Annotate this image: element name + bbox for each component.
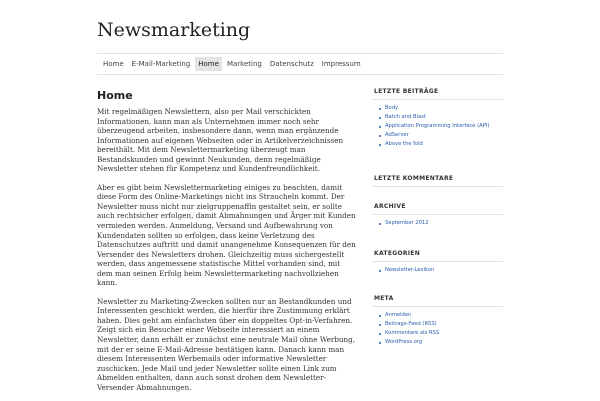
recent-post-link[interactable]: Batch and Blast [372,113,503,122]
nav-item-home[interactable]: Home [103,60,124,68]
widget-recent-comments [372,172,503,187]
meta-list [372,307,503,353]
recent-post-link[interactable]: Body [372,104,503,113]
recent-post-link[interactable]: Application Programming Interface (API) [372,122,503,131]
archive-list [372,215,503,234]
category-link[interactable]: Newsletter-Lexikon [372,266,503,275]
main-navigation [97,53,503,75]
meta-login-link[interactable]: Anmelden [372,311,503,320]
meta-posts-feed-link[interactable]: Beitrags-Feed (RSS) [372,320,503,329]
nav-item-marketing[interactable]: Marketing [226,60,262,68]
main-content [97,89,356,401]
page-title: Home [97,89,133,102]
widget-title: KATEGORIEN [372,247,503,262]
meta-comments-feed-link[interactable]: Kommentare als RSS [372,329,503,338]
nav-item-datenschutz[interactable]: Datenschutz [269,60,314,68]
widget-recent-posts [372,85,503,155]
article-paragraph: Newsletter zu Marketing-Zwecken sollten nur an Bestandkunden und Interessenten geschickt werden, die hierfür ihre Zustimmung erklärt haben. Dies geht am einfachsten über ein doppeltes Opt-in-Verfahren. Zeigt sich ein Besucher einer Webseite interessiert an einem Newsletter, dann erhält er zunächst eine neutrale Mail ohne Werbung, mit der er seine E-Mail-Adresse bestätigen kann. Danach kann man diesem Interessenten Werbemails oder informative Newsletter zuschicken. Jede Mail und jeder Newsletter sollte einen Link zum Abmelden enthalten, dann auch sonst drohen dem Newsletter-Versender Abmahnungen. [97,296,356,392]
widget-categories [372,247,503,281]
widget-title: LETZTE BEITRÄGE [372,85,503,100]
archive-link[interactable]: September 2012 [372,219,503,228]
nav-bar [100,57,366,71]
recent-post-link[interactable]: Above the fold [372,140,503,149]
widget-title: ARCHIVE [372,200,503,215]
categories-list [372,262,503,281]
nav-item-home-active[interactable]: Home [195,57,222,71]
nav-item-impressum[interactable]: Impressum [321,60,361,68]
widget-title: META [372,292,503,307]
widget-title: LETZTE KOMMENTARE [372,172,503,187]
recent-post-link[interactable]: AdServer [372,131,503,140]
article-paragraph: Aber es gibt beim Newslettermarketing einiges zu beachten, damit diese Form des Online-Marketings nicht ins Straucheln kommt. Der Newsletter muss nicht nur zielgruppenaffin gestaltet sein, er sollte auch rechtsicher erfolgen, damit Abmahnungen und Ärger mit Kunden vermieden werden. Anmeldung, Versand und Aufbewahrung von Kundendaten sollten so erfolgen, dass keine Verletzung des Datenschutzes auftritt und damit unangenehme Konsequenzen für den Versender des Newsletters drohen. Gleichzeitig muss sichergestellt werden, dass angemessene statistische Mittel vorhanden sind, mit dem man seinen Erfolg beim Newslettermarketing nachvollziehen kann. [97,182,356,288]
site-title[interactable]: Newsmarketing [97,19,251,41]
nav-item-email-marketing[interactable]: E-Mail-Marketing [131,60,191,68]
widget-archive [372,200,503,234]
meta-wordpress-link[interactable]: WordPress.org [372,338,503,347]
widget-meta [372,292,503,353]
recent-posts-list [372,100,503,155]
article-paragraph: Mit regelmäßigen Newslettern, also per Mail verschickten Informationen, kann man als Unternehmen immer noch sehr überzeugend arbeiten, insbesondere dann, wenn man ergänzende Informationen auf eigenen Webseiten oder in Artikelverzeichnissen bereithält. Mit dem Newslettermarketing überzeugt man Bestandskunden und gewinnt Neukunden, denn regelmäßige Newsletter stehen für Kompetenz und Kundenfreundlichkeit. [97,107,344,174]
